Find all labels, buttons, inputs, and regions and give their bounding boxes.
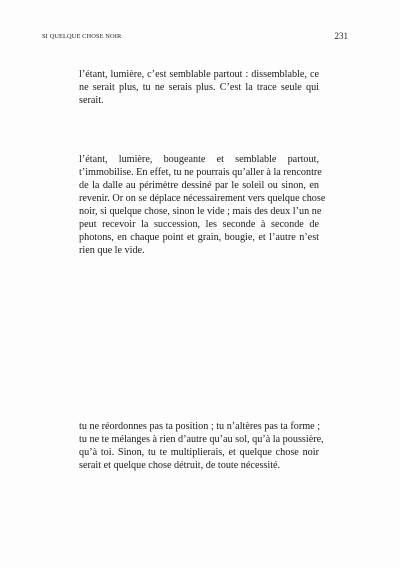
paragraph-line: l’étant, lumière, c’est semblable partout : dissemblable, ce <box>79 69 319 80</box>
paragraph-3 <box>79 420 324 472</box>
paragraph-line: de la dalle au périmètre dessiné par le soleil ou sinon, en <box>79 180 319 191</box>
paragraph-1 <box>79 68 319 107</box>
paragraph-line: tu ne réordonnes pas ta position ; tu n’altères pas ta forme ; <box>79 421 321 432</box>
paragraph-line: peut recevoir la succession, les seconde à seconde de <box>79 219 319 230</box>
paragraph-line: revenir. Or on se déplace nécessairement vers quelque chose <box>79 193 326 204</box>
paragraph-line: serait et quelque chose détruit, de toute nécessité. <box>79 460 281 471</box>
paragraph-line: l’étant, lumière, bougeante et semblable partout, <box>79 154 319 165</box>
paragraph-line: photons, en chaque point et grain, bougie, et l’autre n’est <box>79 232 319 243</box>
paragraph-line: noir, si quelque chose, sinon le vide ; mais des deux l’un ne <box>79 206 322 217</box>
page-number: 231 <box>334 31 348 41</box>
paragraph-line: t’immobilise. En effet, tu ne pourrais qu’aller à la rencontre <box>79 167 322 178</box>
paragraph-line: qu’à toi. Sinon, tu te multiplierais, et quelque chose noir <box>79 447 319 458</box>
paragraph-2 <box>79 153 326 257</box>
paragraph-line: rien que le vide. <box>79 245 145 256</box>
running-head: SI QUELQUE CHOSE NOIR <box>42 33 122 40</box>
paragraph-line: serait. <box>79 95 104 106</box>
paragraph-line: tu ne te mélanges à rien d’autre qu’au sol, qu’à la poussière, <box>79 434 324 445</box>
paragraph-line: ne serait plus, tu ne serais plus. C’est la trace seule qui <box>79 82 319 93</box>
